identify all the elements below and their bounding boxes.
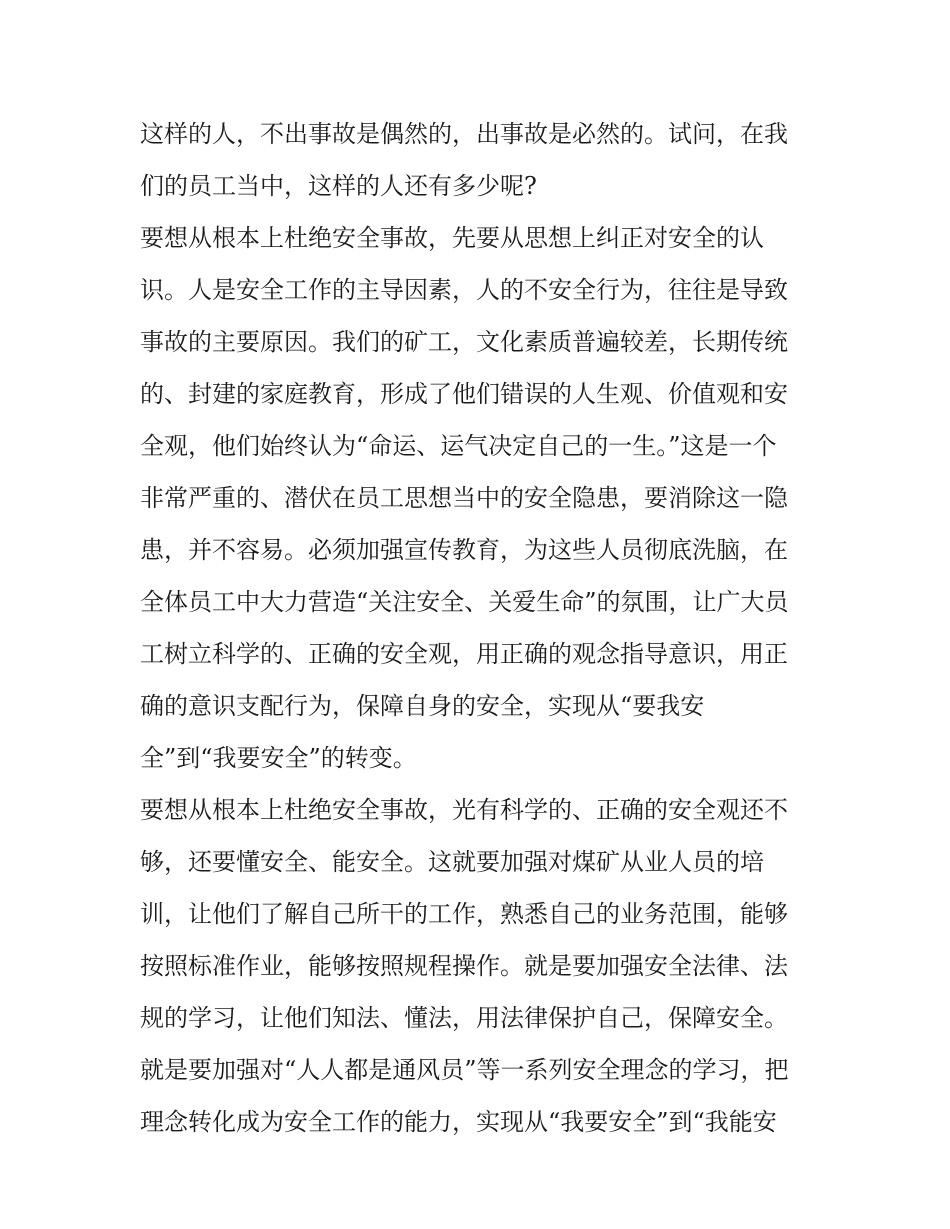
text-line: 全观，他们始终认为“命运、运气决定自己的一生。”这是一个 — [140, 432, 777, 460]
text-line: 事故的主要原因。我们的矿工，文化素质普遍较差，长期传统 — [140, 328, 788, 356]
text-line: 患，并不容易。必须加强宣传教育，为这些人员彻底洗脑，在 — [140, 536, 788, 564]
text-line: 按照标准作业，能够按照规程操作。就是要加强安全法律、法 — [140, 952, 788, 980]
text-line: 就是要加强对“人人都是通风员”等一系列安全理念的学习，把 — [140, 1056, 789, 1084]
text-line: 理念转化成为安全工作的能力，实现从“我要安全”到“我能安 — [140, 1108, 777, 1136]
text-line: 训，让他们了解自己所干的工作，熟悉自己的业务范围，能够 — [140, 900, 788, 928]
text-line: 确的意识支配行为，保障自身的安全，实现从“要我安 — [140, 692, 705, 720]
text-line: 们的员工当中，这样的人还有多少呢? — [140, 172, 537, 200]
text-line: 这样的人，不出事故是偶然的，出事故是必然的。试问，在我 — [140, 120, 788, 148]
text-line: 全”到“我要安全”的转变。 — [140, 744, 417, 772]
document-body — [140, 108, 820, 1148]
text-line: 非常严重的、潜伏在员工思想当中的安全隐患，要消除这一隐 — [140, 484, 788, 512]
text-line: 全体员工中大力营造“关注安全、关爱生命”的氛围，让广大员 — [140, 588, 789, 616]
text-line: 规的学习，让他们知法、懂法，用法律保护自己，保障安全。 — [140, 1004, 788, 1032]
text-line: 工树立科学的、正确的安全观，用正确的观念指导意识，用正 — [140, 640, 788, 668]
text-line: 够，还要懂安全、能安全。这就要加强对煤矿从业人员的培 — [140, 848, 764, 876]
text-line: 要想从根本上杜绝安全事故，先要从思想上纠正对安全的认 — [140, 224, 764, 252]
text-line: 要想从根本上杜绝安全事故，光有科学的、正确的安全观还不 — [140, 796, 788, 824]
text-line: 识。人是安全工作的主导因素，人的不安全行为，往往是导致 — [140, 276, 788, 304]
text-line: 的、封建的家庭教育，形成了他们错误的人生观、价值观和安 — [140, 380, 788, 408]
